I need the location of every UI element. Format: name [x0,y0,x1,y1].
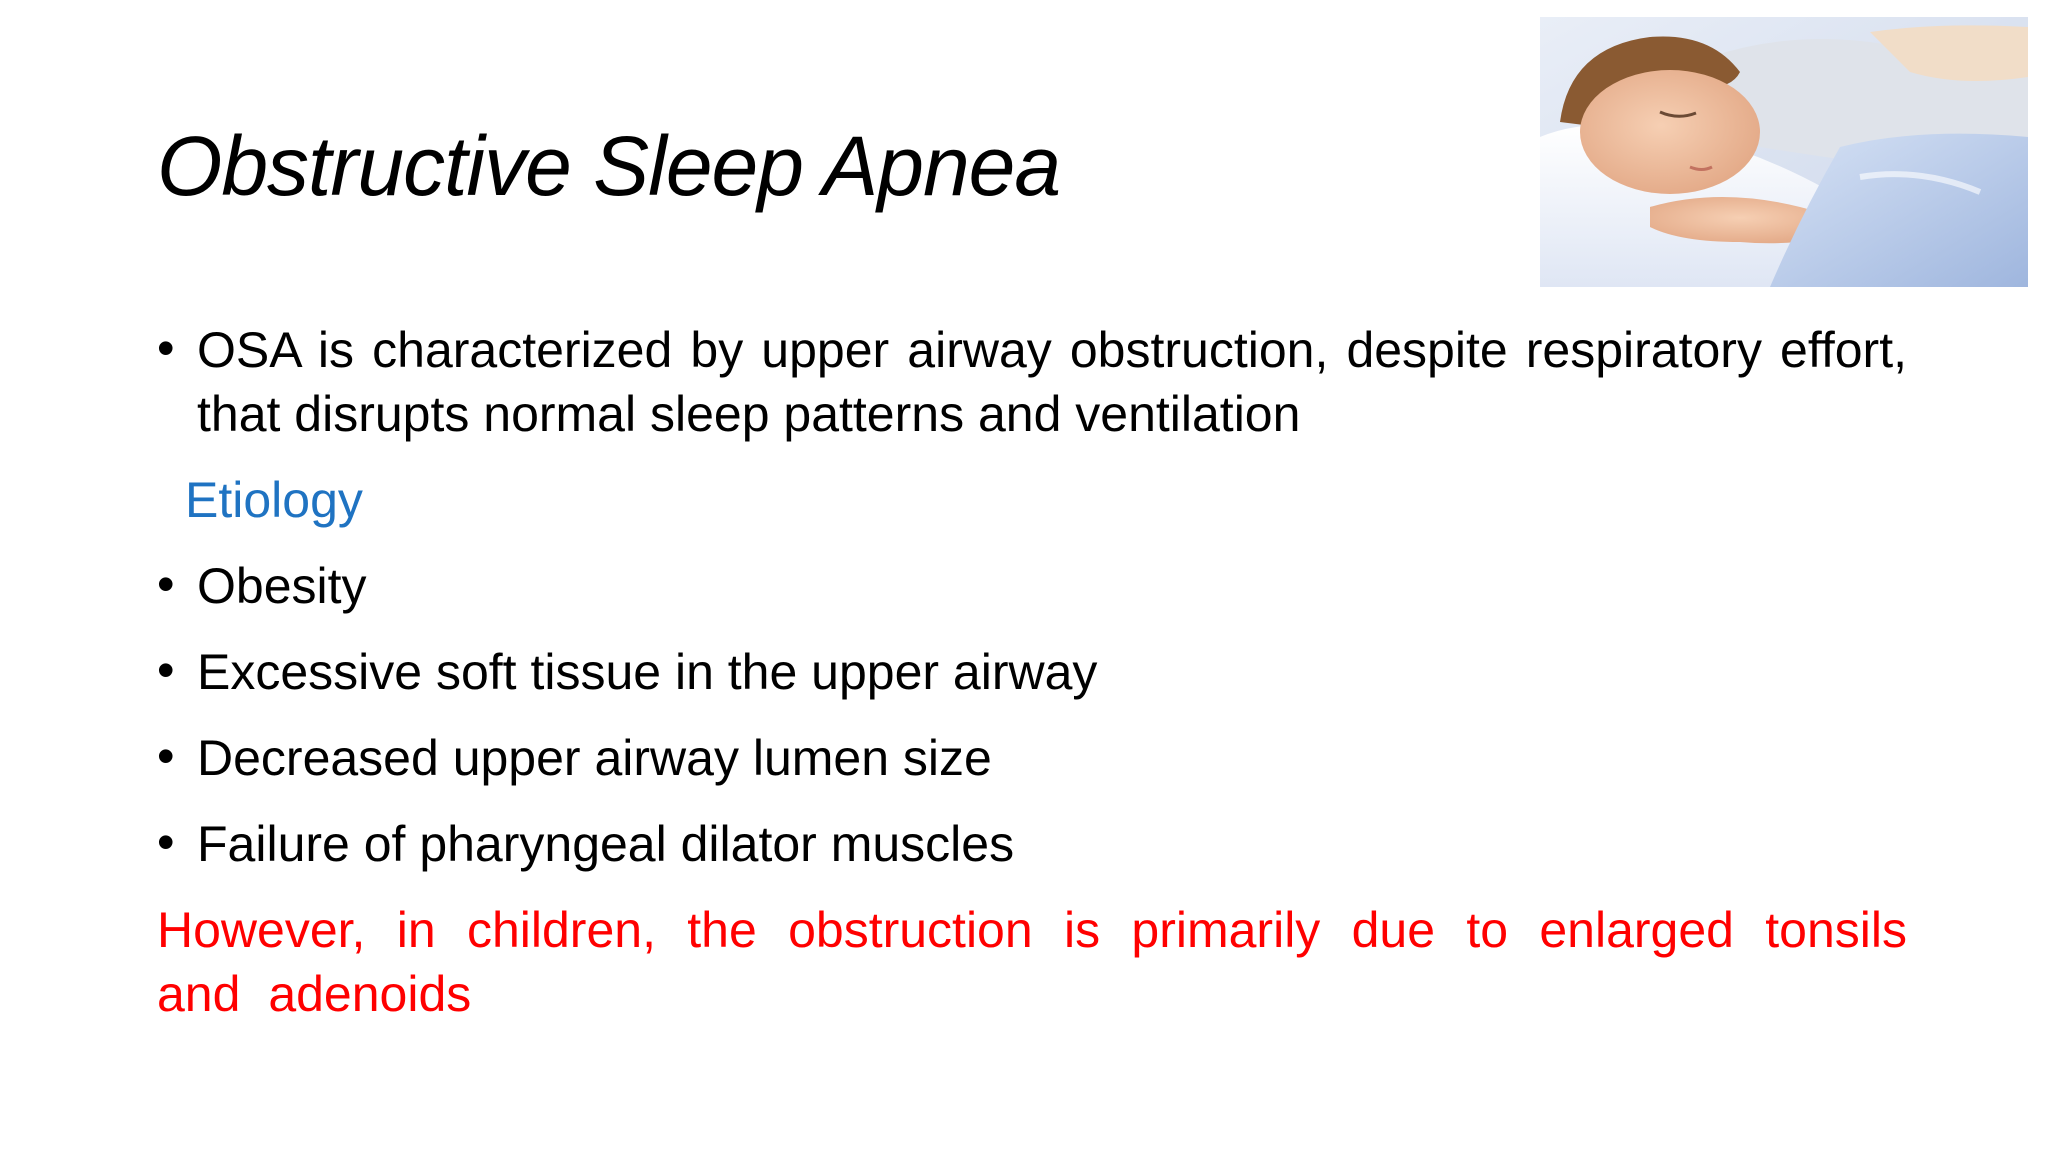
etiology-heading: Etiology [185,472,363,528]
etiology-item-text: Failure of pharyngeal dilator muscles [197,816,1015,872]
etiology-item-text: Excessive soft tissue in the upper airway [197,644,1098,700]
etiology-item [157,726,1907,790]
etiology-item [157,640,1907,704]
bullet-dot: • [157,728,175,784]
etiology-item-text: Decreased upper airway lumen size [197,730,992,786]
etiology-item [157,812,1907,876]
bullet-dot: • [157,642,175,698]
definition-text: OSA is characterized by upper airway obstruction, despite respiratory effort, that disrupts normal sleep patterns and ventilation [197,322,1907,442]
etiology-item-text: Obesity [197,558,367,614]
children-note: However, in children, the obstruction is primarily due to enlarged tonsils and adenoids [157,902,1907,1022]
bullet-dot: • [157,556,175,612]
etiology-item [157,554,1907,618]
sleeping-child-photo [1540,17,2028,287]
definition-bullet [157,318,1907,446]
bullet-dot: • [157,320,175,376]
slide-body [157,318,1907,1026]
bullet-dot: • [157,814,175,870]
slide-title: Obstructive Sleep Apnea [157,119,1061,213]
sleeping-child-illustration [1540,17,2028,287]
